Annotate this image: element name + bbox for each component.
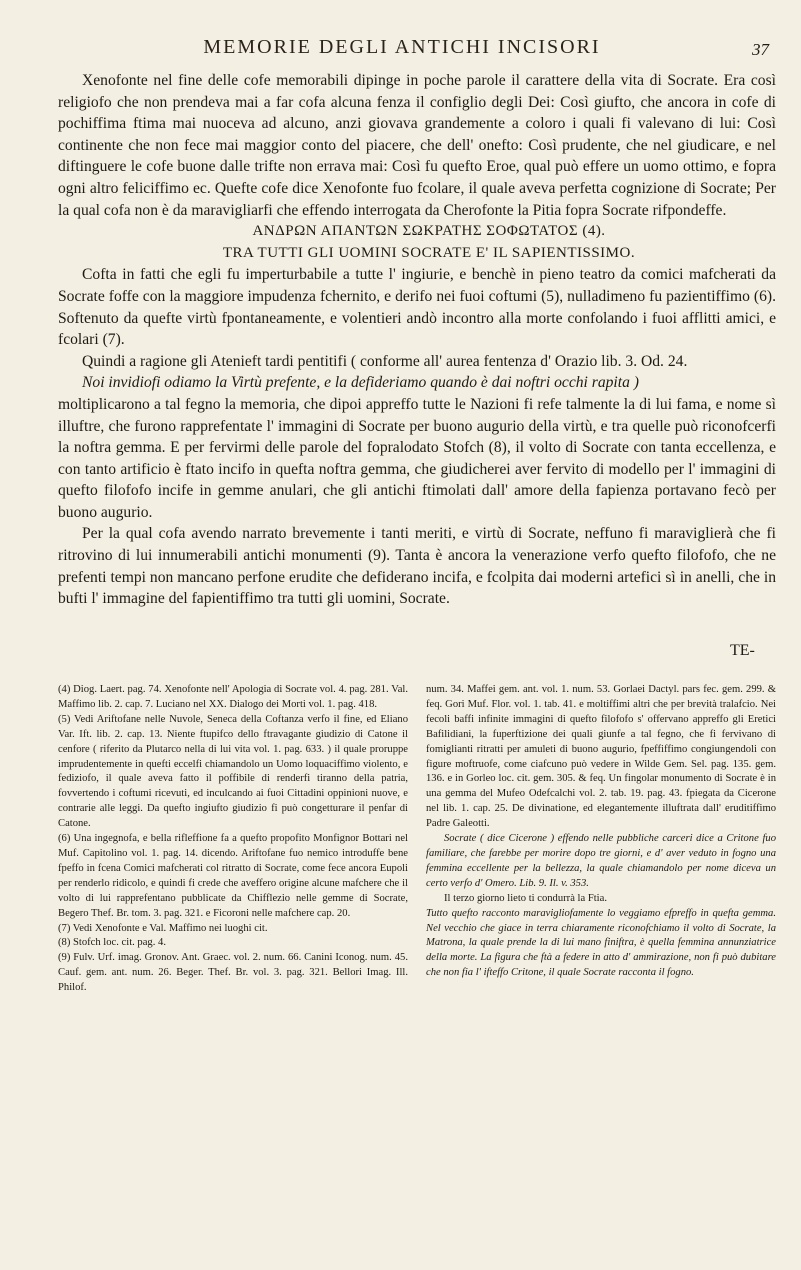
footnote: (4) Diog. Laert. pag. 74. Xenofonte nell' Apologia di Socrate vol. 4. pag. 281. Val. Maffimo lib. 2. cap. 7. Luciano nel XX. Dialogo dei Morti vol. 1. pag. 418. [58,684,408,710]
homer-verse: Il terzo giorno lieto ti condurrà la Ftia. [444,892,607,904]
footnote: (9) Fulv. Urf. imag. Gronov. Ant. Graec. vol. 2. num. 66. Canini Iconog. num. 45. Cauf. gem. ant. num. 26. Beger. Thef. Br. vol. 3. pag. 321. Bellori Imag. Ill. Philof. [58,952,408,994]
footnote: (7) Vedi Xenofonte e Val. Maffimo nei luoghi cit. [58,922,268,934]
footnote-continuation: num. 34. Maffei gem. ant. vol. 1. num. 53. Gorlaei Dactyl. pars fec. gem. 299. & feq. Gori Muf. Flor. vol. 1. tab. 41. e moltiffimi altri che per brevità tralafcio. Nei fecoli baffi infinite immagini di quefto filofofo s' offervano appreffo gli Eretici Bafilidiani, la fuperftizione dei quali giunfe a tal fegno, che fi fervivano di fomiglianti ritratti per amuleti di buono augurio, fpeffiffimo congiungendoli con figure moftruofe, come ciafcuno può vedere in Wilde Gem. Sel. pag. 135. gem. 136. e in Gorleo loc. cit. gem. 305. & feq. Un fingolar monumento di Socrate è in una gemma del Mufeo Odefcalchi vol. 2. tab. 19. pag. 43. fpiegata da Cicerone nel lib. 1. cap. 25. De divinatione, ed elegantemente illuftrata dall' eruditiffimo Padre Galeotti. [426,684,776,830]
paragraph-imperturbable: Cofta in fatti che egli fu imperturbabile a tutte l' ingiurie, e benchè in pieno teatro da comici mafcherati da Socrate foffe con la maggiore impudenza fchernito, e derifo nei fuoi coftumi (5), nulladimeno fu pazientiffimo (6). Softenuto da quefte virtù fpontaneamente, e volentieri andò incontro alla morte confolando i fuoi afflitti amici, e fcolari (7). [58,266,776,349]
catchword: TE- [730,642,755,659]
footnote: (5) Vedi Ariftofane nelle Nuvole, Seneca della Coftanza verfo il fine, ed Eliano Var. Ift. lib. 2. cap. 13. Niente ftupifco dello ftravagante giudizio di Catone il cenfore ( riferito da Plutarco nella di lui vita vol. 1. pag. 633. ) il quale proruppe imprudentemente in quefti eccelfi chiamandolo un Uomo loquaciffimo violento, e fediziofo, il quale aveva fatto il poffibile di renderfi tiranno della patria, fovvertendo i coftumi ricevuti, ed inculcando ai fuoi Cittadini oppinioni nuove, e contrarie alle leggi. Da quefto ingiufto giudizio fi può congetturare il penfar di Catone. [58,713,408,830]
gem-description: Tutto quefto racconto maravigliofamente lo veggiamo efpreffo in quefta gemma. Nel vecchio che giace in terra chiaramente riconofchiamo il volto di Socrate, la Matrona, la quale prende la di lui mano finiftra, è quella femmina annunziatrice della morte. La figura che ftà a federe in atto d' ammirazione, non fi può dubitare che non fia l' ifteffo Critone, il quale Socrate racconta il fogno. [426,907,776,979]
main-text [58,70,776,610]
horace-quote: Noi invidiofi odiamo la Virtù prefente, e la defideriamo quando è dai noftri occhi rapita ) [82,374,639,392]
footnotes-left-column [58,683,408,996]
footnote: (6) Una ingegnofa, e bella rifleffione fa a quefto propofito Monfignor Bottari nel Muf. Capitolino vol. 1. pag. 14. dicendo. Ariftofane fuo nemico introduffe bene fpeffo in fcena Comici mafcherati col ritratto di Socrate, come fece ancora Eupoli per renderlo ridicolo, e quindi fi crede che aveffero origine alcune mafchere che il volto di lui rapprefentano pubblicate da Chifflezio nelle gemme di Socrate, Begero Thef. Br. tom. 3. pag. 321. e Ficoroni nelle mafchere cap. 20. [58,833,408,919]
paragraph-monumenti: Per la qual cofa avendo narrato brevemente i tanti meriti, e virtù di Socrate, neffuno fi maraviglierà che fi ritrovino di lui innumerabili antichi monumenti (9). Tanta è ancora la venerazione verfo quefto filofofo, che ne prefenti tempi non mancano perfone erudite che defiderano incifa, e fcolpita dai moderni artefici sì in anelli, che in bufti l' immagine del fapientiffimo tra tutti gli uomini, Socrate. [58,525,776,608]
paragraph-memoria: moltiplicarono a tal fegno la memoria, che dipoi appreffo tutte le Nazioni fi refe talmente la di lui fama, e nome sì illuftre, che furono rapprefentate l' immagini di Socrate per buono augurio della virtù, e tra quelle può riconofcerfi la noftra gemma. E per fervirmi delle parole del fopralodato Stofch (8), il volto di Socrate con tanta eccellenza, e con tanto artificio è ftato incifo in quefta noftra gemma, che giudicherei aver fervito di modello per l' immagini di quefto filofofo incife in gemme anulari, che gli antichi ftimolati dall' amore della fapienza portavano fecò per buono augurio. [58,395,776,521]
greek-oracle: ΑΝΔΡΩΝ ΑΠΑΝΤΩΝ ΣΩΚΡΑΤΗΣ ΣΟΦΩΤΑΤΟΣ (4). [252,223,606,240]
oracle-translation: TRA TUTTI GLI UOMINI SOCRATE E' IL SAPIENTISSIMO. [222,244,636,261]
footnote: (8) Stofch loc. cit. pag. 4. [58,937,166,949]
page-number: 37 [752,40,769,59]
footnotes-right-column [426,683,776,996]
footnotes [58,683,776,996]
paragraph-xenofonte: Xenofonte nel fine delle cofe memorabili dipinge in poche parole il carattere della vita di Socrate. Era così religiofo che non prendeva mai a far cofa alcuna fenza il configlio degli Dei: Così giufto, che ancora in cofe di pochiffima ftima mai nuoceva ad alcuno, anzi giovava grandemente a coloro i quali fi valevano di lui: Così continente che non fece mai maggior conto del piacere, che dell' onefto: Così prudente, che nel giudicare, e nel diftinguere le cofe buone dalle trifte non errava mai: Così fu quefto Eroe, qual può effere un uomo ottimo, e fopra ogni altro feliciffimo ec. Quefte cofe dice Xenofonte fuo fcolare, il quale aveva perfetta cognizione di Socrate; Per la qual cofa non è da maravigliarfi che effendo interrogata da Cherofonte la Pitia fopra Socrate rifpondeffe. [58,72,776,219]
running-title: MEMORIE DEGLI ANTICHI INCISORI [203,36,601,58]
cicero-quote: Socrate ( dice Cicerone ) effendo nelle pubbliche carceri dice a Critone fuo familiare, che farebbe per morire dopo tre giorni, e d' aver veduto in fogno una femmina eccellente per la bellezza, la quale chiamandolo per nome diceva un certo verfo d' Omero. Lib. 9. Il. v. 353. [426,833,776,889]
paragraph-ateniesi: Quindi a ragione gli Atenieft tardi pentitifi ( conforme all' aurea fentenza d' Orazio lib. 3. Od. 24. [82,352,688,370]
